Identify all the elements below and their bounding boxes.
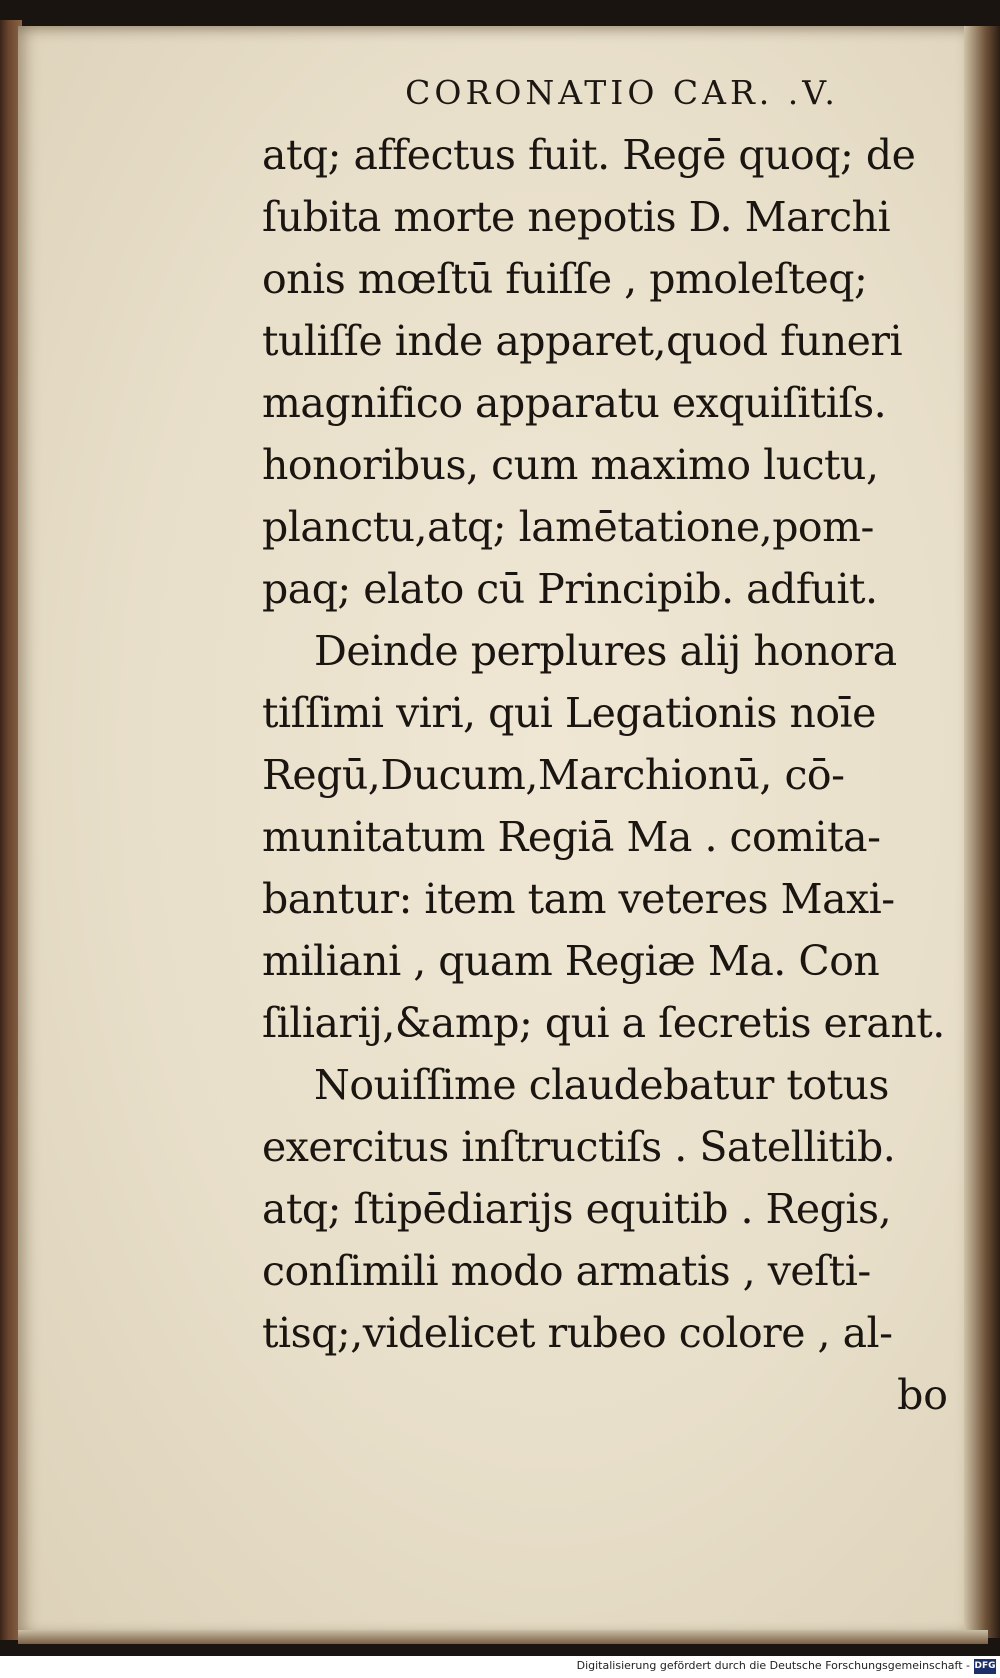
- dfg-logo: DFG: [974, 1659, 996, 1674]
- text-line: conſimili modo armatis , veſti-: [262, 1247, 871, 1295]
- text-line: atq; ſtipēdiarijs equitib . Regis,: [262, 1185, 892, 1233]
- text-line: tisq;,videlicet rubeo colore , al-: [262, 1309, 893, 1357]
- text-line: Deinde perplures alij honora: [314, 627, 897, 675]
- text-line: tuliſſe inde apparet,quod funeri: [262, 317, 903, 365]
- text-line: honoribus, cum maximo luctu,: [262, 441, 879, 489]
- text-line: Nouiſſime claudebatur totus: [314, 1061, 889, 1109]
- text-line: ſubita morte nepotis D. Marchi: [262, 193, 891, 241]
- page-bottom-edge: [18, 1630, 988, 1644]
- text-line: onis mœſtū fuiſſe , pmoleſteq;: [262, 255, 868, 303]
- text-line: miliani , quam Regiæ Ma. Con: [262, 937, 880, 985]
- text-line: munitatum Regiā Ma . comita-: [262, 813, 881, 861]
- catchword: bo: [897, 1371, 948, 1419]
- footer-bar: [0, 1656, 1000, 1678]
- text-line: magnifico apparatu exquiſitiſs.: [262, 379, 887, 427]
- text-line: bantur: item tam veteres Maxi-: [262, 875, 895, 923]
- text-line: planctu,atq; lamētatione,pom-: [262, 503, 874, 551]
- text-line: paq; elato cū Principib. adfuit.: [262, 565, 878, 613]
- text-line: exercitus inſtructiſs . Satellitib.: [262, 1123, 896, 1171]
- page-gutter-edge: [964, 26, 1000, 1638]
- funding-credit: Digitalisierung gefördert durch die Deutsche Forschungsgemeinschaft -: [576, 1659, 970, 1672]
- text-line: atq; affectus fuit. Regē quoq; de: [262, 131, 916, 179]
- text-line: tiſſimi viri, qui Legationis noīe: [262, 689, 876, 737]
- text-line: Regū,Ducum,Marchionū, cō-: [262, 751, 845, 799]
- text-block: [262, 70, 952, 1426]
- running-head: CORONATIO CAR. .V.: [405, 73, 839, 112]
- text-line: ſiliarij,&amp; qui a ſecretis erant.: [262, 999, 945, 1047]
